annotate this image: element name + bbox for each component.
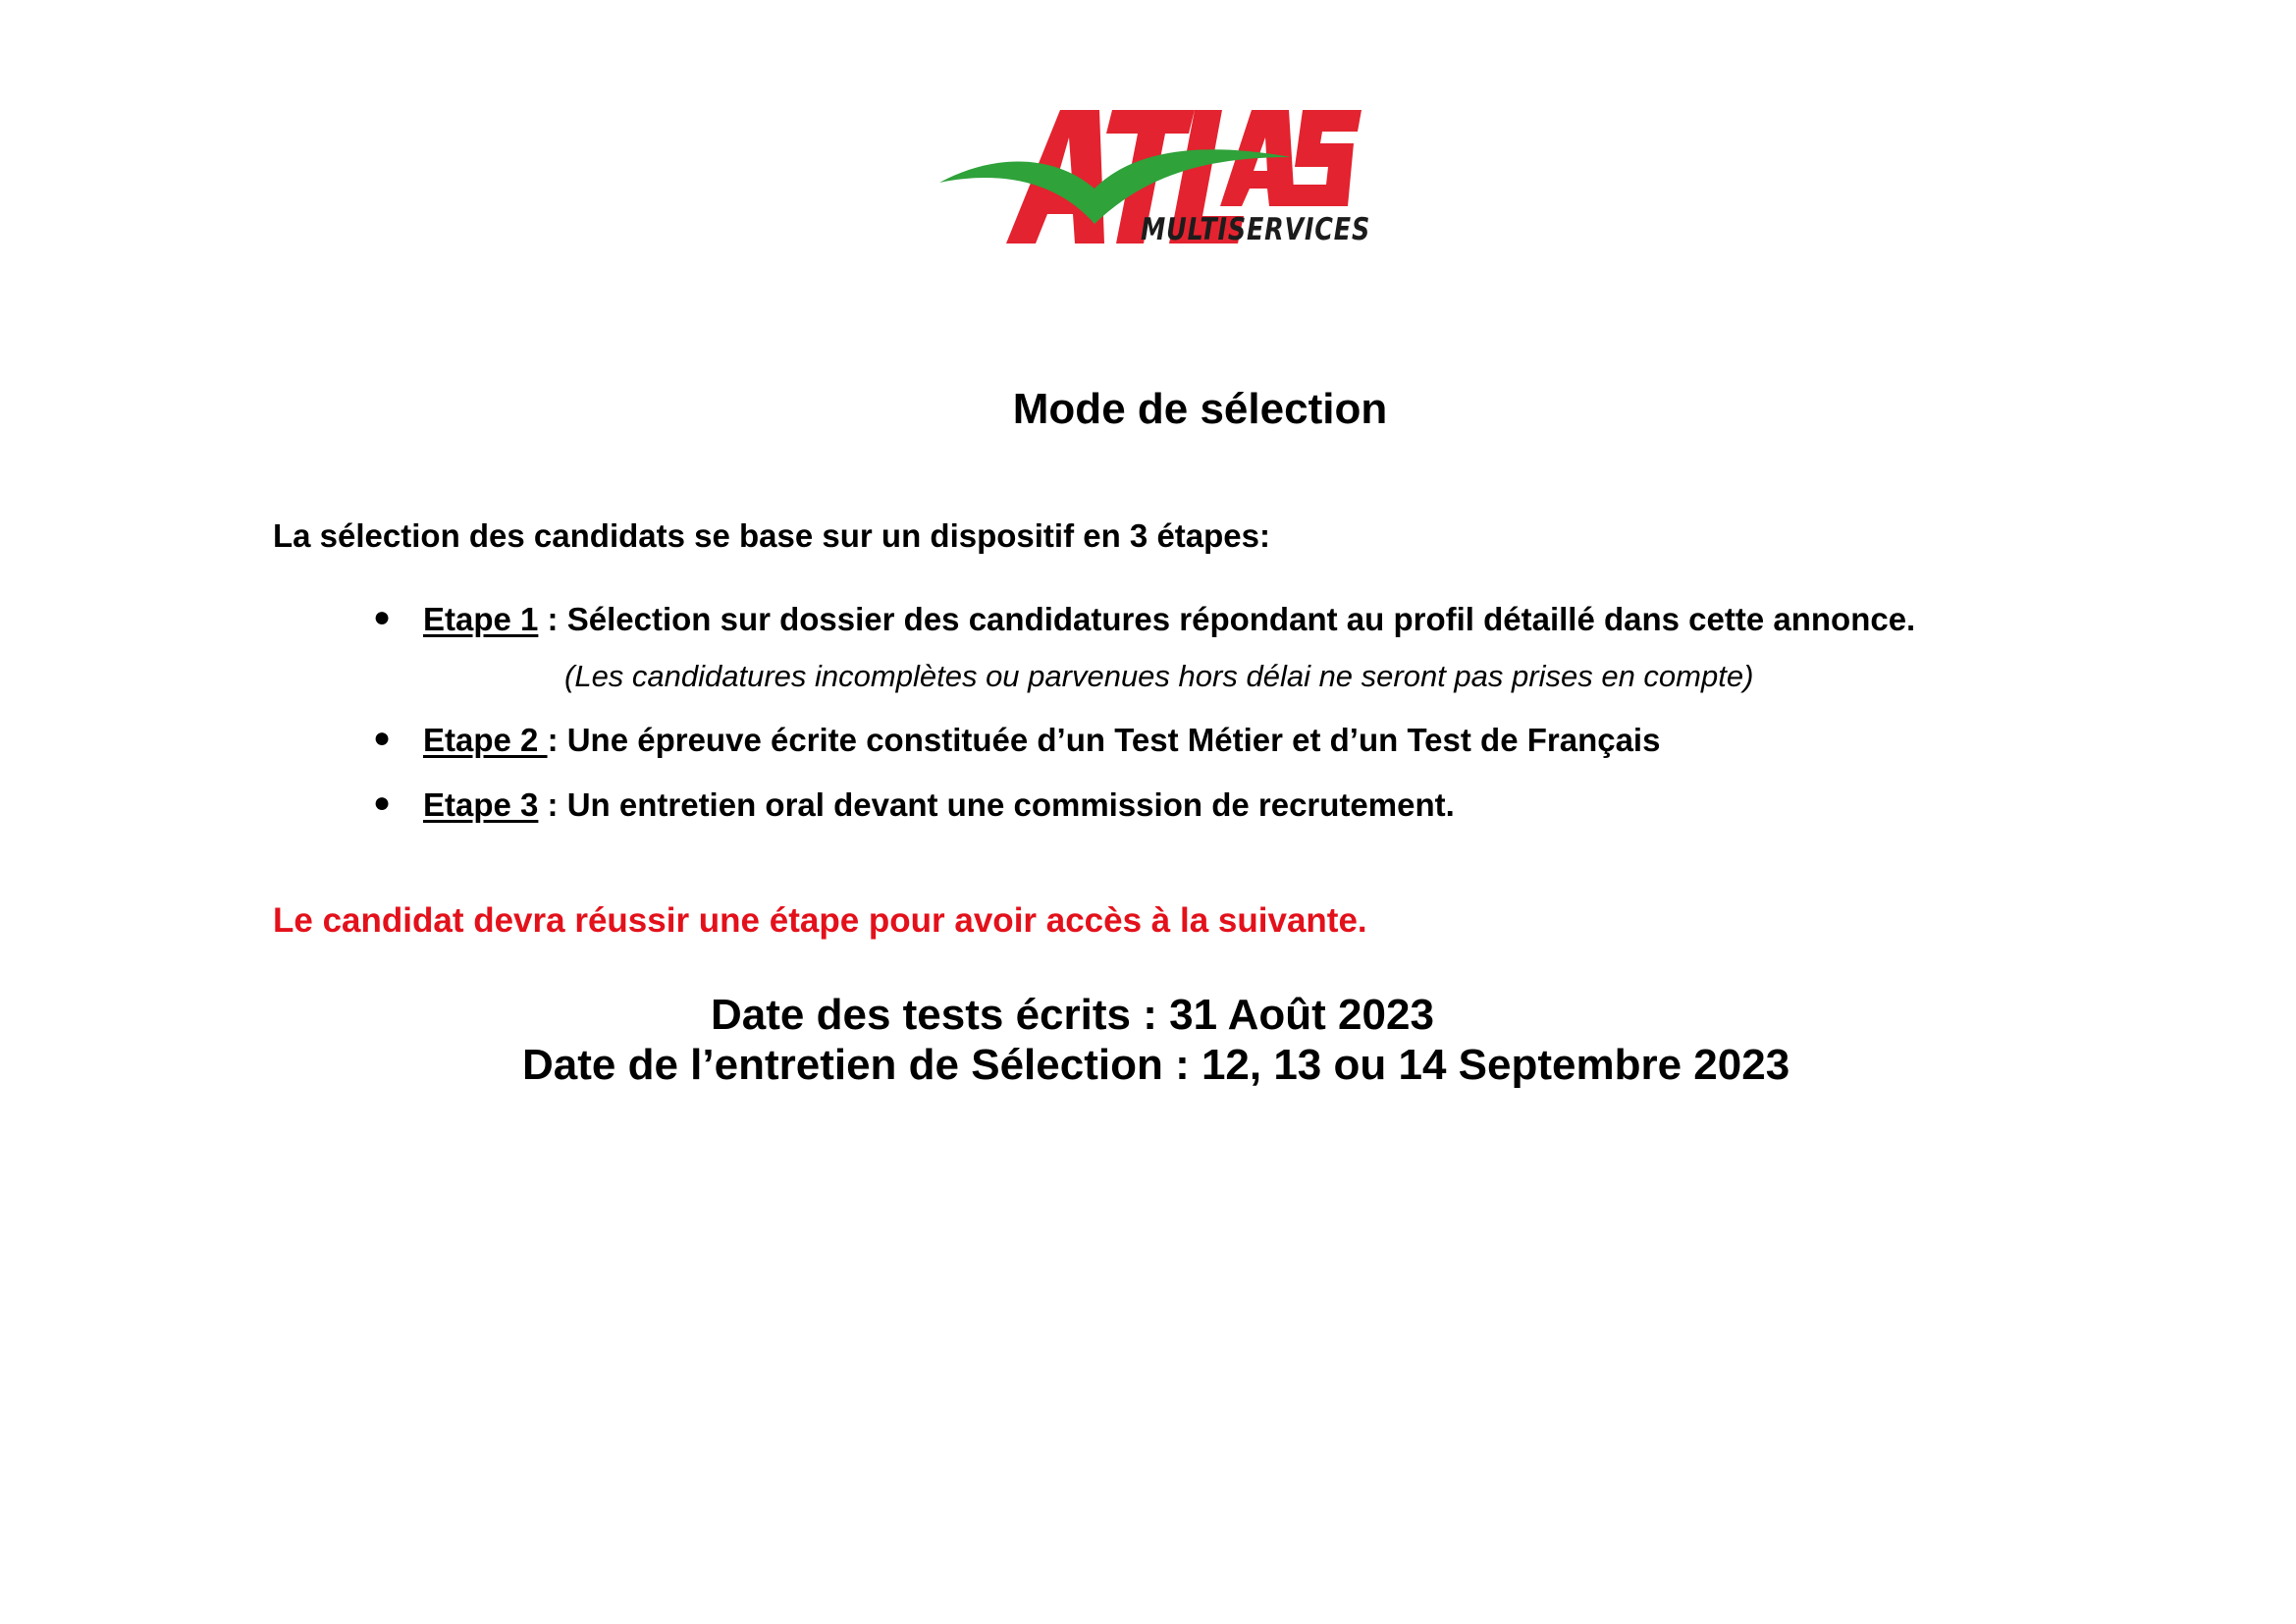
- step-text: [423, 601, 1915, 638]
- warning-text: Le candidat devra réussir une étape pour avoir accès à la suivante.: [273, 901, 1367, 940]
- logo-subtitle: MULTISERVICES: [1141, 212, 1371, 247]
- bullet-icon: ●: [373, 722, 392, 754]
- atlas-logo: [937, 98, 1374, 255]
- step1-note: (Les candidatures incomplètes ou parvenues hors délai ne seront pas prises en compte): [564, 659, 1754, 693]
- step-description: : Une épreuve écrite constituée d’un Test Métier et d’un Test de Français: [547, 722, 1661, 758]
- intro-text: La sélection des candidats se base sur un dispositif en 3 étapes:: [273, 517, 1270, 554]
- interview-date: Date de l’entretien de Sélection : 12, 13 ou 14 Septembre 2023: [522, 1041, 1790, 1089]
- step-label: Etape 2: [423, 722, 548, 758]
- step-description: : Sélection sur dossier des candidatures répondant au profil détaillé dans cette annonce.: [538, 601, 1916, 637]
- bullet-icon: ●: [373, 601, 392, 633]
- bullet-icon: ●: [373, 786, 392, 819]
- step-description: : Un entretien oral devant une commission de recrutement.: [538, 786, 1455, 823]
- step-label: Etape 1: [423, 601, 539, 637]
- page-title: Mode de sélection: [1012, 385, 1388, 433]
- written-tests-date: Date des tests écrits : 31 Août 2023: [711, 991, 1434, 1039]
- step-label: Etape 3: [423, 786, 539, 823]
- step-text: [423, 786, 1455, 824]
- step-text: [423, 722, 1660, 759]
